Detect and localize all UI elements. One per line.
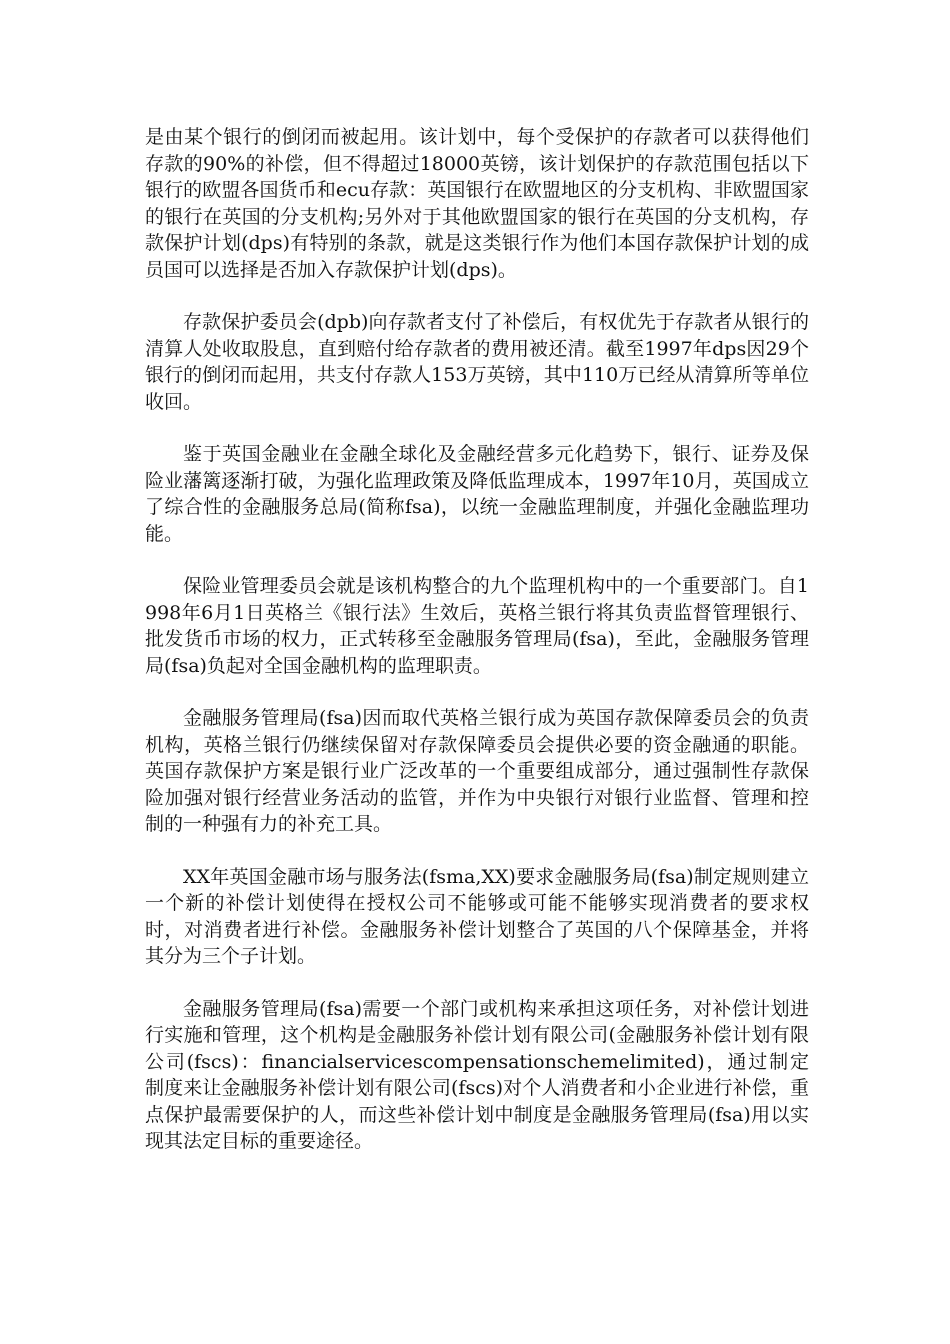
document-body	[145, 124, 809, 1181]
paragraph-3: 鉴于英国金融业在金融全球化及金融经营多元化趋势下，银行、证券及保险业藩篱逐渐打破，为强化监理政策及降低监理成本，1997年10月，英国成立了综合性的金融服务总局(简称fsa)，以统一金融监理制度，并强化金融监理功能。	[145, 443, 809, 545]
paragraph-4: 保险业管理委员会就是该机构整合的九个监理机构中的一个重要部门。自1998年6月1日英格兰《银行法》生效后，英格兰银行将其负责监督管理银行、批发货币市场的权力，正式转移至金融服务管理局(fsa)，至此，金融服务管理局(fsa)负起对全国金融机构的监理职责。	[145, 575, 809, 677]
paragraph-6: XX年英国金融市场与服务法(fsma,XX)要求金融服务局(fsa)制定规则建立一个新的补偿计划使得在授权公司不能够或可能不能够实现消费者的要求权时，对消费者进行补偿。金融服务补偿计划整合了英国的八个保障基金，并将其分为三个子计划。	[145, 865, 809, 967]
paragraph-1: 是由某个银行的倒闭而被起用。该计划中，每个受保护的存款者可以获得他们存款的90%的补偿，但不得超过18000英镑，该计划保护的存款范围包括以下银行的欧盟各国货币和ecu存款：英国银行在欧盟地区的分支机构、非欧盟国家的银行在英国的分支机构;另外对于其他欧盟国家的银行在英国的分支机构，存款保护计划(dps)有特别的条款，就是这类银行作为他们本国存款保护计划的成员国可以选择是否加入存款保护计划(dps)。	[145, 126, 809, 281]
paragraph-2: 存款保护委员会(dpb)向存款者支付了补偿后，有权优先于存款者从银行的清算人处收取股息，直到赔付给存款者的费用被还清。截至1997年dps因29个银行的倒闭而起用，共支付存款人153万英镑，其中110万已经从清算所等单位收回。	[145, 311, 809, 413]
paragraph-7: 金融服务管理局(fsa)需要一个部门或机构来承担这项任务，对补偿计划进行实施和管理，这个机构是金融服务补偿计划有限公司(金融服务补偿计划有限公司(fscs)：financialservicescompensationschemelimited)，通过制定制度来让金融服务补偿计划有限公司(fscs)对个人消费者和小企业进行补偿，重点保护最需要保护的人，而这些补偿计划中制度是金融服务管理局(fsa)用以实现其法定目标的重要途径。	[145, 997, 809, 1152]
paragraph-5: 金融服务管理局(fsa)因而取代英格兰银行成为英国存款保障委员会的负责机构，英格兰银行仍继续保留对存款保障委员会提供必要的资金融通的职能。英国存款保护方案是银行业广泛改革的一个重要组成部分，通过强制性存款保险加强对银行经营业务活动的监管，并作为中央银行对银行业监督、管理和控制的一种强有力的补充工具。	[145, 707, 809, 835]
